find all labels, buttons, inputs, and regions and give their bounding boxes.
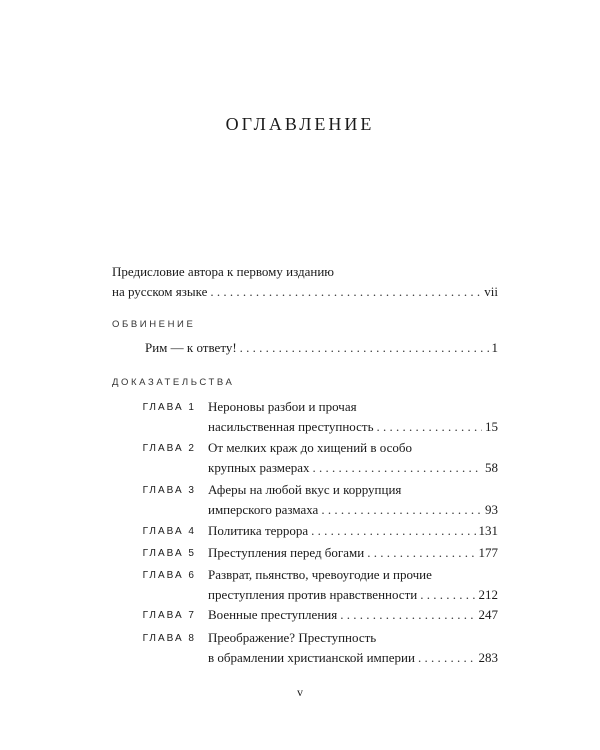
dot-leader [340,605,475,625]
dot-leader [420,585,475,605]
dot-leader [321,500,482,520]
chapter-title-line1: Политика террора [208,523,309,538]
section-heading-evidence: ДОКАЗАТЕЛЬСТВА [112,377,235,388]
toc-entry-title: Рим — к ответу! [145,340,237,355]
toc-page-number: 177 [478,545,498,560]
chapter-title-line1: Нероновы разбои и прочая [208,399,357,414]
toc-chapter-1[interactable] [110,397,498,437]
toc-page-number: 15 [485,419,498,434]
section-heading-accusation: ОБВИНЕНИЕ [112,319,196,330]
chapter-title-line1: Аферы на любой вкус и коррупция [208,482,402,497]
chapter-title-line1: От мелких краж до хищений в особо [208,440,412,455]
chapter-label: ГЛАВА 6 [142,570,196,581]
page-title: ОГЛАВЛЕНИЕ [225,114,375,134]
toc-entry-rome[interactable] [145,338,498,358]
toc-entry-title-line1: Предисловие автора к первому изданию [112,264,334,279]
chapter-label: ГЛАВА 4 [142,526,196,537]
toc-chapter-4[interactable] [110,521,498,542]
toc-page-number: 247 [478,607,498,622]
dot-leader [311,521,475,541]
toc-page-number: 131 [478,523,498,538]
chapter-title-line1: Разврат, пьянство, чревоугодие и прочие [208,567,432,582]
toc-chapter-8[interactable] [110,628,498,668]
dot-leader [418,648,476,668]
toc-chapter-2[interactable] [110,438,498,478]
toc-chapter-5[interactable] [110,543,498,564]
dot-leader [367,543,475,563]
toc-page-number: 283 [478,650,498,665]
chapter-label: ГЛАВА 7 [142,610,196,621]
dot-leader [210,282,481,302]
chapter-label: ГЛАВА 1 [142,402,196,413]
toc-entry-preface[interactable] [112,262,498,302]
chapter-label: ГЛАВА 2 [142,443,196,454]
chapter-title-line1: Преступления перед богами [208,545,365,560]
dot-leader [377,417,482,437]
page-folio: v [297,685,303,699]
dot-leader [313,458,482,478]
toc-chapter-6[interactable] [110,565,498,605]
dot-leader [240,338,489,358]
toc-chapter-7[interactable] [110,605,498,626]
toc-page-number: vii [484,284,498,299]
chapter-label: ГЛАВА 5 [142,548,196,559]
chapter-label: ГЛАВА 3 [142,485,196,496]
chapter-label: ГЛАВА 8 [142,633,196,644]
toc-chapter-3[interactable] [110,480,498,520]
chapter-title-line1: Военные преступления [208,607,338,622]
chapter-title-line2: крупных размерах [208,460,310,475]
chapter-title-line2: в обрамлении христианской империи [208,650,415,665]
chapter-title-line2: насильственная преступность [208,419,374,434]
toc-page-number: 212 [478,587,498,602]
chapter-title-line1: Преображение? Преступность [208,630,377,645]
chapter-title-line2: преступления против нравственности [208,587,418,602]
toc-entry-title-line2: на русском языке [112,284,208,299]
toc-page-number: 58 [485,460,498,475]
toc-page-number: 93 [485,502,498,517]
chapter-title-line2: имперского размаха [208,502,319,517]
toc-page-number: 1 [491,340,498,355]
